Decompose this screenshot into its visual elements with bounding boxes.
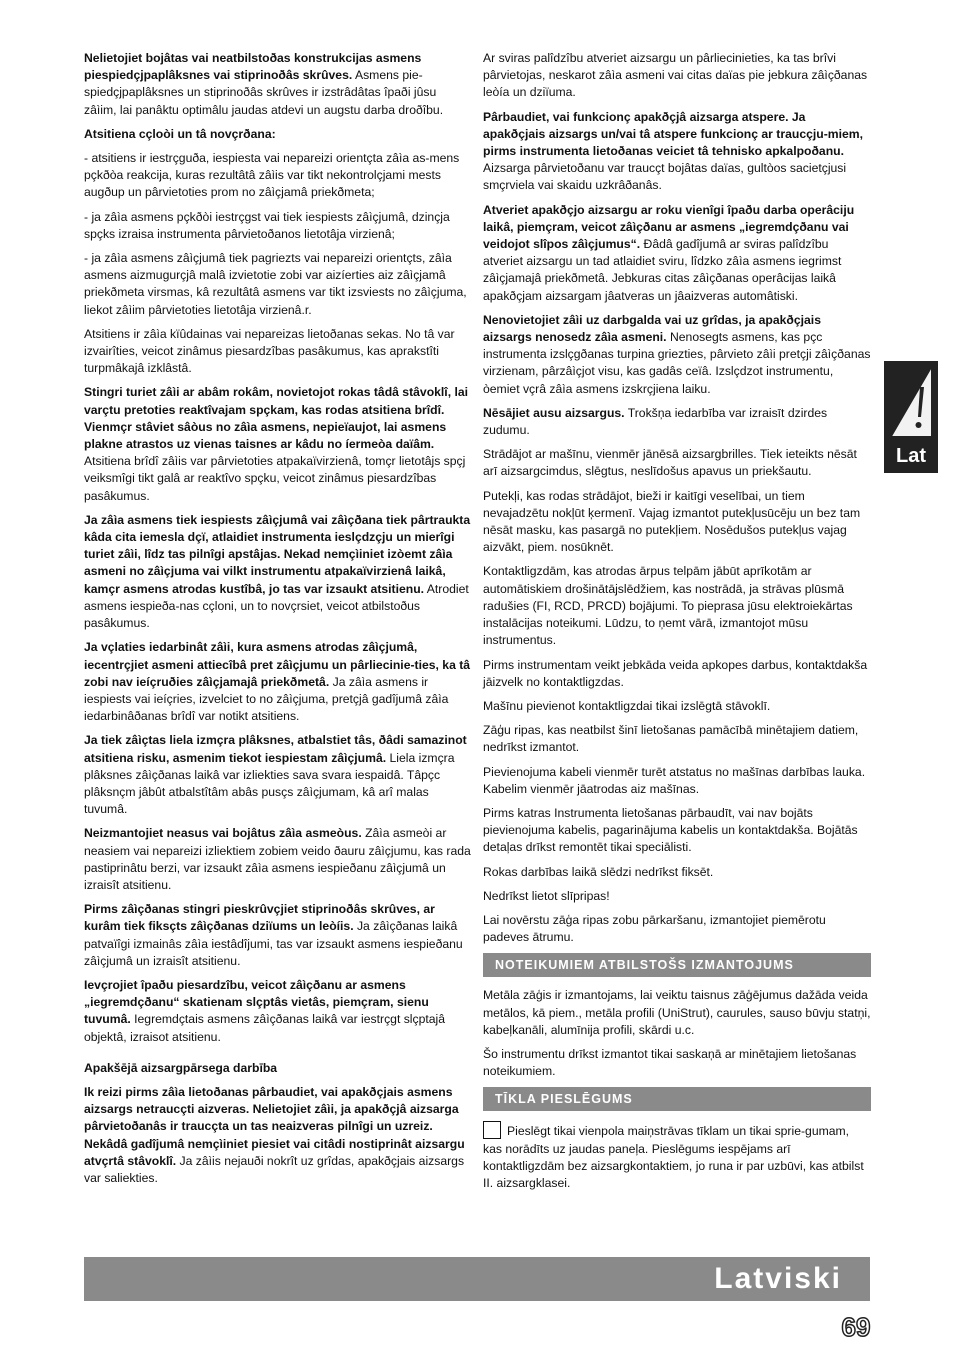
paragraph: Pieslēgt tikai vienpola maiņstrāvas tīklam un tikai sprie-gumam, kas norādīts uz jaudas paneļa. Pieslēgums iespējams arī kontaktligzdām bez aizsargkontaktiem, jo runa ir par uzbūvi, kas atbilst II. aizsargklasei.: [483, 1121, 871, 1192]
language-tab: [884, 361, 938, 473]
paragraph: Pirms katras Instrumenta lietošanas pārbaudīt, vai nav bojāts pievienojuma kabelis, pagarinājuma kabelis un kontaktdakša. Bojātās detaļas drīkst remontēt tikai speciālisti.: [483, 805, 858, 855]
paragraph: Mašīnu pievienot kontaktligzdai tikai izslēgtā stāvoklī.: [483, 698, 771, 713]
footer-bar: [84, 1257, 870, 1301]
paragraph: Pârbaudiet, vai funkcionç apakðçjâ aizsarga atspere. Ja apakðçjais aizsargs un/vai tâ atspere funkcionç ar traucçju-miem, pirms instrumenta lietoðanas veiciet tâ tehnisko apkalpoðanu. Aizsarga pârvietoðanu var traucçt bojâtas daïas, gultòos sacietçjusi smçrviela vai skaidu uzkrâðanâs.: [483, 109, 863, 193]
paragraph: Metāla zāģis ir izmantojams, lai veiktu taisnus zāģējumus dažāda veida metālos, kā piem., metāla profili (UniStrut), caurules, sauso būvju statņi, kabeļkanāli, alumīnija profili, skārdi u.c.: [483, 988, 871, 1037]
paragraph: - atsitiens ir iestrçguða, iespiesta vai nepareizi orientçta zâìa as-mens pçkðòa reakcija, kuras rezultâtâ zâìis var tikt nekontrolçjami mests augðup un pârvietoties prom no zâìçjamâ priekðmeta;: [84, 151, 460, 200]
paragraph: Ievçrojiet îpaðu piesardzîbu, veicot zâìçðanu ar asmens „iegremdçðanu“ skatienam slçptâs vietâs, piemçram, sienu tuvumâ. Iegremdçtais asmens zâìçðanas laikâ var iestrçgt slçptajâ objektâ, izraisot atsitienu.: [84, 977, 446, 1044]
paragraph: Putekļi, kas rodas strādājot, bieži ir kaitīgi veselībai, un tiem nevajadzētu nokļūt ķermenī. Vajag izmantot putekļusūcēju un bez tam nēsāt masku, kas pasargā no putekļiem. Nosēdušos putekļus vajag aizvākt, piem. nosūknēt.: [483, 488, 861, 555]
paragraph: Strādājot ar mašīnu, vienmēr jānēsā aizsargbrilles. Tiek ieteikts nēsāt arī aizsargcimdus, slēgtus, neslīdošus apavus un priekšautu.: [483, 447, 857, 479]
paragraph: Ik reizi pirms zâìa lietoðanas pârbaudiet, vai apakðçjais asmens aizsargs netraucçti aizveras. Nelietojiet zâìi, ja apakðçjâ aizsarga pârvietoðanâs ir traucçta un tas neaizveras pilnîgi un uzreiz. Nekâdâ gadîjumâ nemçìiniet piesiet vai citâdi nostiprinât aizsargu atvçrtâ stâvoklî. Ja zâìis nejauði nokrît uz grîdas, apakðçjais aizsargs var saliekties.: [84, 1084, 465, 1185]
paragraph: Ja zâìa asmens tiek iespiests zâìçjumâ vai zâìçðana tiek pârtraukta kâda cita iemesla dçï, atlaidiet instrumenta ieslçdzçju un mierîgi turiet zâìi, lîdz tas pilnîgi apstâjas. Nekad nemçìiniet izòemt zâìa asmeni no zâìçjuma vai vilkt instrumentu atpakaïvirzienâ laikâ, kamçr asmens atrodas kustîbâ, jo tas var izsaukt atsitienu. Atrodiet asmens iespieða-nas cçloni, un to novçrsiet, veicot atbilstoðus pasâkumus.: [84, 512, 471, 631]
subheading: Apakšējā aizsargpārsega darbība: [84, 1060, 278, 1075]
paragraph: Ja tiek zâìçtas liela izmçra plâksnes, atbalstiet tâs, ðâdi samazinot atsitiena risku, asmenim tiekot iespiestam zâìçjumâ. Liela izmçra plâksnes zâìçðanas laikâ var izliekties sava svara iespaidâ. Tâpçc plâksnçm jâbût atbalstîtâm abâs pusçs zâìçjumam, kâ arî malas tuvumâ.: [84, 733, 467, 817]
paragraph: Nēsājiet ausu aizsargus. Trokšņa iedarbība var izraisīt dzirdes zudumu.: [483, 405, 828, 438]
left-column: [84, 50, 472, 1194]
paragraph: Pievienojuma kabeli vienmēr turēt atstatus no mašīnas darbības lauka. Kabelim vienmēr jāatrodas aiz mašīnas.: [483, 764, 866, 796]
paragraph: Ar sviras palîdzîbu atveriet aizsargu un pârliecinieties, ka tas brîvi pârvietojas, neskarot zâìa asmeni vai citas daïas pie jebkura zâìçðanas leòía un dziïuma.: [483, 51, 868, 100]
paragraph: Šo instrumentu drīkst izmantot tikai saskaņā ar minētajiem lietošanas noteikumiem.: [483, 1046, 857, 1079]
paragraph: Atveriet apakðçjo aizsargu ar roku vienîgi îpaðu darba operâciju laikâ, piemçram, veicot zâìçðanu ar asmens „iegremdçðanu vai veidojot slîpos zâìçjumus“. Ðâdâ gadîjumâ ar sviras palîdzîbu atveriet aizsargu un tad atlaidiet sviru, lîdzko zâìa asmens iegrimst zâìçjamajâ priekðmetâ. Jebkuras citas zâìçðanas operâcijas laikâ apakðçjam aizsargam jâatveras un jâaizveras automâtiski.: [483, 202, 855, 303]
section-heading-mains-connection: TĪKLA PIESLĒGUMS: [483, 1087, 871, 1111]
section-heading-intended-use: NOTEIKUMIEM ATBILSTOŠS IZMANTOJUMS: [483, 953, 871, 977]
paragraph: Lai novērstu zāģa ripas zobu pārkaršanu, izmantojiet piemērotu padeves ātrumu.: [483, 912, 826, 945]
paragraph: Neizmantojiet neasus vai bojâtus zâìa asmeòus. Zâìa asmeòi ar neasiem vai nepareizi izliektiem zobiem veido ðauru zâìçjumu, kas rada pastiprinâtu berzi, var izsaukt zâìa asmens iespieðanu zâìçjumâ un izraisît atsitienu.: [84, 826, 471, 892]
paragraph: Pirms zâìçðanas stingri pieskrûvçjiet stiprinoðâs skrûves, ar kurâm tiek fiksçts zâìçðanas dziïums un leòíis. Ja zâìçðanas laikâ patvaïîgi izmainâs zâìa iestâdîjumi, tas var izsaukt asmens iespieðanu zâìçjumâ un izraisît atsitienu.: [84, 902, 463, 968]
paragraph: Rokas darbības laikā slēdzi nedrīkst fiksēt.: [483, 864, 714, 879]
language-tab-label: Lat: [896, 445, 926, 467]
paragraph: Ja vçlaties iedarbinât zâìi, kura asmens atrodas zâìçjumâ, iecentrçjiet asmeni attiecîbâ pret zâìçjumu un pârliecinie-ties, ka tâ zobi nav ieíçruðies zâìçjamajâ priekðmetâ. Ja zâìa asmens ir iespiests vai ieíçries, izvelciet to no zâìçjuma, pretçjâ gadîjumâ zâìa iedarbinâðanas brîdî var notikt atsitiens.: [84, 640, 471, 724]
footer-language-title: Latviski: [714, 1262, 842, 1295]
paragraph: Nenovietojiet zâìi uz darbgalda vai uz grîdas, ja apakðçjais aizsargs nenosedz zâìa asmeni. Nenosegts asmens, kas pçc instrumenta izslçgðanas turpina griezties, pârvieto zâìi pretçji zâìçðanas virzienam, pârzâìçjot visu, kas gadâs ceïâ. Izslçdzot instrumentu, òemiet vçrâ zâìa asmens izskrçjiena laiku.: [483, 312, 871, 396]
paragraph: Stingri turiet zâìi ar abâm rokâm, novietojot rokas tâdâ stâvoklî, lai varçtu pretoties reaktîvajam spçkam, kas rodas atsitiena brîdî. Vienmçr stâviet sâòus no zâìa asmens, nepieïaujot, lai asmens plakne atrastos uz vienas taisnes ar kâdu no íermeòa daïâm. Atsitiena brîdî zâìis var pârvietoties atpakaïvirzienâ, tomçr lietotâjs spçj veiksmîgi tikt galâ ar reaktîvo spçku, veicot zinâmus piesardzîbas pasâkumus.: [84, 385, 469, 503]
warning-triangle-icon: [890, 369, 932, 439]
paragraph: Zāģu ripas, kas neatbilst šinī lietošanas pamācībā minētajiem datiem, nedrīkst izmantot.: [483, 723, 859, 755]
paragraph: - ja zâìa asmens pçkðòi iestrçgst vai tiek iespiests zâìçjumâ, dzinçja spçks izraisa instrumenta pârvietoðanos lietotâja virzienâ;: [84, 209, 450, 241]
paragraph: Kontaktligzdām, kas atrodas ārpus telpām jābūt aprīkotām ar automātiskiem drošinātājslēdžiem, kas nostrādā, ja strāvas plūsmā radušies (FI, RCD, PRCD) bojājumi. To pieprasa jūsu elektroiekārtas instalācijas noteikumi. Lūdzu, to ņemt vārā, izmantojot mūsu instrumentus.: [483, 564, 853, 648]
page-number: 69: [841, 1312, 871, 1342]
protection-class-ii-icon: [483, 1121, 501, 1139]
paragraph: - ja zâìa asmens zâìçjumâ tiek pagriezts vai nepareizi orientçts, zâìa asmens aizmugurçjâ malâ izvietotie zobi var aizíerties aiz zâìçjamâ priekðmeta virsmas, kâ rezultâtâ asmens var tikt izsviests no zâìçjuma, liekot zâìim pârvietoties lietotâja virzienâ.r.: [84, 251, 467, 317]
paragraph: Atsitiens ir zâìa kïûdainas vai nepareizas lietoðanas sekas. No tâ var izvairîties, veicot zinâmus piesardzîbas pasâkumus, kas aprakstîti turpmâkajâ izklâstâ.: [84, 326, 455, 376]
subheading: Atsitiena cçloòi un tâ novçrðana:: [84, 126, 276, 141]
right-column: [483, 50, 871, 1199]
paragraph: Nelietojiet bojâtas vai neatbilstoðas konstrukcijas asmens piespiedçjpaplâksnes vai stiprinoðâs skrûves. Asmens pie-spiedçjpaplâksnes un stiprinoðâs skrûves ir izstrâdâtas îpaði jûsu zâìim, lai panâktu optimâlu jaudas atdevi un augstu darba droðîbu.: [84, 51, 444, 117]
paragraph: Nedrīkst lietot slīpripas!: [483, 888, 610, 903]
paragraph: Pirms instrumentam veikt jebkāda veida apkopes darbus, kontaktdakša jāizvelk no kontaktligzdas.: [483, 657, 868, 689]
